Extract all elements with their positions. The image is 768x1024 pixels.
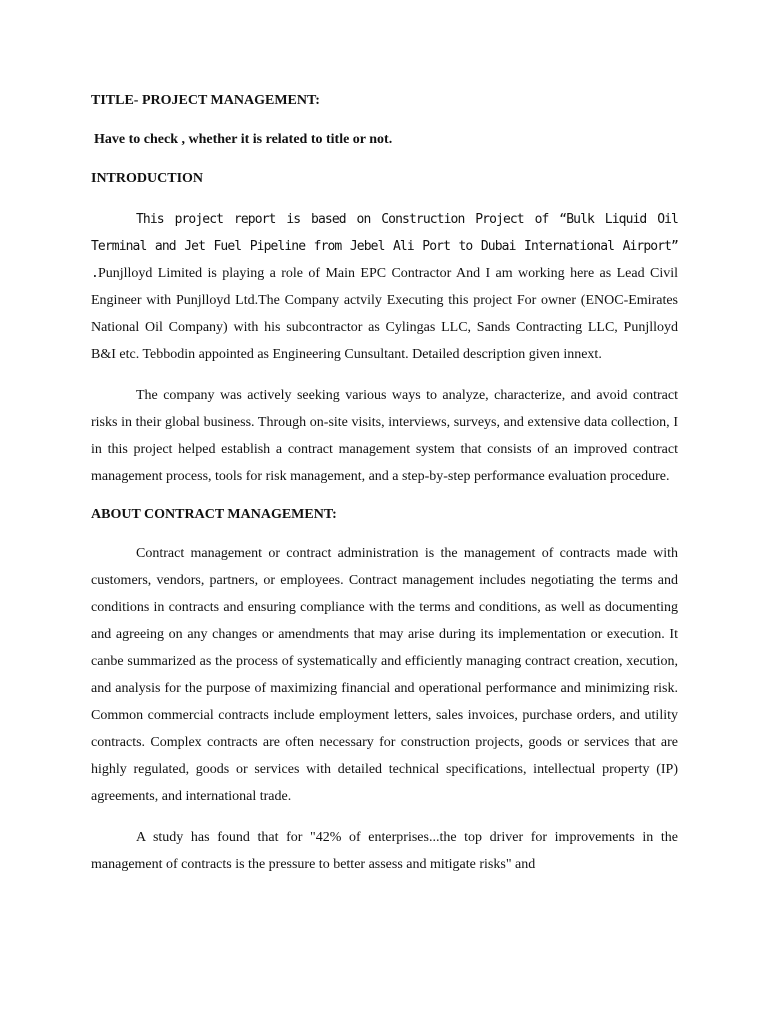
introduction-paragraph-part1: This project report is based on Construction Project of “Bulk Liquid Oil Terminal and Jet Fuel Pipeline from Jebel Ali Port to Dubai International Airport” . <box>91 212 678 281</box>
contract-management-paragraph: Contract management or contract administration is the management of contracts made with customers, vendors, partners, or employees. Contract management includes negotiating the terms and conditions in contracts and ensuring compliance with the terms and conditions, as well as documenting and agreeing on any changes or amendments that may arise during its implementation or execution. It canbe summarized as the process of systematically and efficiently managing contract creation, xecution, and analysis for the purpose of maximizing financial and operational performance and minimizing risk. Common commercial contracts include employment letters, sales invoices, purchase orders, and utility contracts. Complex contracts are often necessary for construction projects, goods or services that are highly regulated, goods or services with detailed technical specifications, intellectual property (IP) agreements, and international trade. <box>91 546 678 804</box>
document-body <box>91 90 678 878</box>
about-contract-management-heading: ABOUT CONTRACT MANAGEMENT: <box>91 507 337 522</box>
review-note: Have to check , whether it is related to title or not. <box>94 132 393 147</box>
introduction-paragraph <box>91 206 678 368</box>
risk-paragraph: The company was actively seeking various ways to analyze, characterize, and avoid contract risks in their global business. Through on-site visits, interviews, surveys, and extensive data collection, I in this project helped establish a contract management system that consists of an improved contract management process, tools for risk management, and a step-by-step performance evaluation procedure. <box>91 388 678 484</box>
introduction-heading: INTRODUCTION <box>91 171 204 186</box>
introduction-paragraph-part2: Punjlloyd Limited is playing a role of Main EPC Contractor And I am working here as Lead Civil Engineer with Punjlloyd Ltd.The Company actvily Executing this project For owner (ENOC-Emirates National Oil Company) with his subcontractor as Cylingas LLC, Sands Contracting LLC, Punjlloyd B&I etc. Tebbodin appointed as Engineering Cunsultant. Detailed description given innext. <box>91 266 678 362</box>
study-paragraph: A study has found that for "42% of enterprises...the top driver for improvements in the management of contracts is the pressure to better assess and mitigate risks" and <box>91 830 678 872</box>
document-title: TITLE- PROJECT MANAGEMENT: <box>91 93 320 108</box>
